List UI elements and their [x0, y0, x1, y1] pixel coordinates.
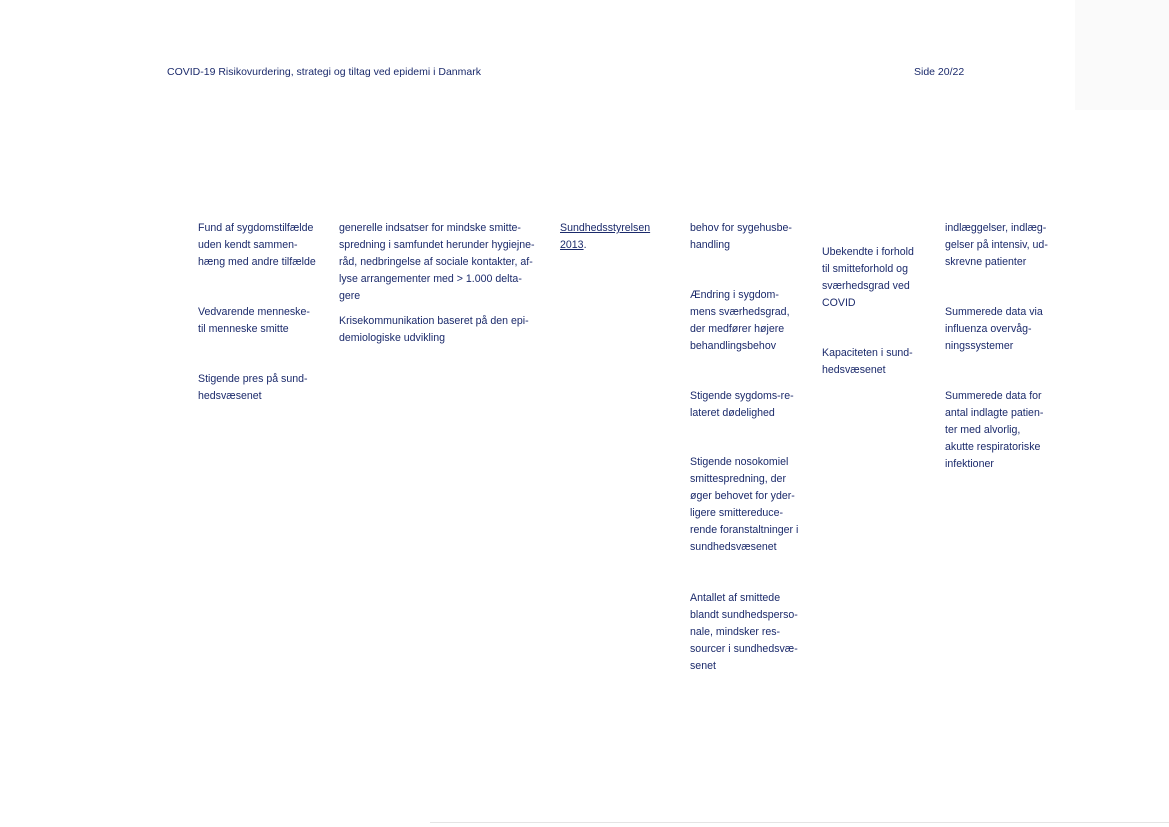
table-cell: Antallet af smittede blandt sundhedsperso- nale, mindsker res- sourcer i sundhedsvæ- senet [690, 592, 798, 672]
table-cell: generelle indsatser for mindske smitte- spredning i samfundet herunder hygiejne- råd, nedbringelse af sociale kontakter, af- lyse arrangementer med > 1.000 delta- gere [339, 222, 535, 302]
reference-suffix: . [583, 239, 587, 251]
column-reference [560, 220, 670, 254]
page-edge-line [430, 822, 1169, 823]
table-cell: Kapaciteten i sund- hedsvæsenet [822, 347, 913, 376]
table-cell: Summerede data for antal indlagte patien- ter med alvorlig, akutte respiratoriske infektioner [945, 390, 1044, 470]
table-cell: Vedvarende menneske- til menneske smitte [198, 306, 310, 335]
table-cell: Stigende nosokomiel smittespredning, der øger behovet for yder- ligere smittereduce- rende foranstaltninger i sundhedsvæsenet [690, 456, 799, 553]
table-cell: Fund af sygdomstilfælde uden kendt sammen- hæng med andre tilfælde [198, 222, 316, 268]
reference-link[interactable]: Sundhedsstyrelsen 2013 [560, 222, 651, 251]
table-cell: Stigende pres på sund- hedsvæsenet [198, 373, 308, 402]
page-number: Side 20/22 [914, 66, 965, 78]
table-cell: Ubekendte i forhold til smitteforhold og sværhedsgrad ved COVID [822, 246, 914, 309]
table-cell: Krisekommunikation baseret på den epi- demiologiske udvikling [339, 315, 529, 344]
table-cell: Ændring i sygdom- mens sværhedsgrad, der medfører højere behandlingsbehov [690, 289, 790, 352]
table-cell: behov for sygehusbe- handling [690, 222, 792, 251]
table-cell: indlæggelser, indlæg- gelser på intensiv, ud- skrevne patienter [945, 222, 1048, 268]
table-cell: Summerede data via influenza overvåg- ningssystemer [945, 306, 1043, 352]
scan-artifact [1075, 0, 1169, 110]
table-cell: Stigende sygdoms-re- lateret dødelighed [690, 390, 794, 419]
document-title: COVID-19 Risikovurdering, strategi og tiltag ved epidemi i Danmark [167, 66, 481, 78]
